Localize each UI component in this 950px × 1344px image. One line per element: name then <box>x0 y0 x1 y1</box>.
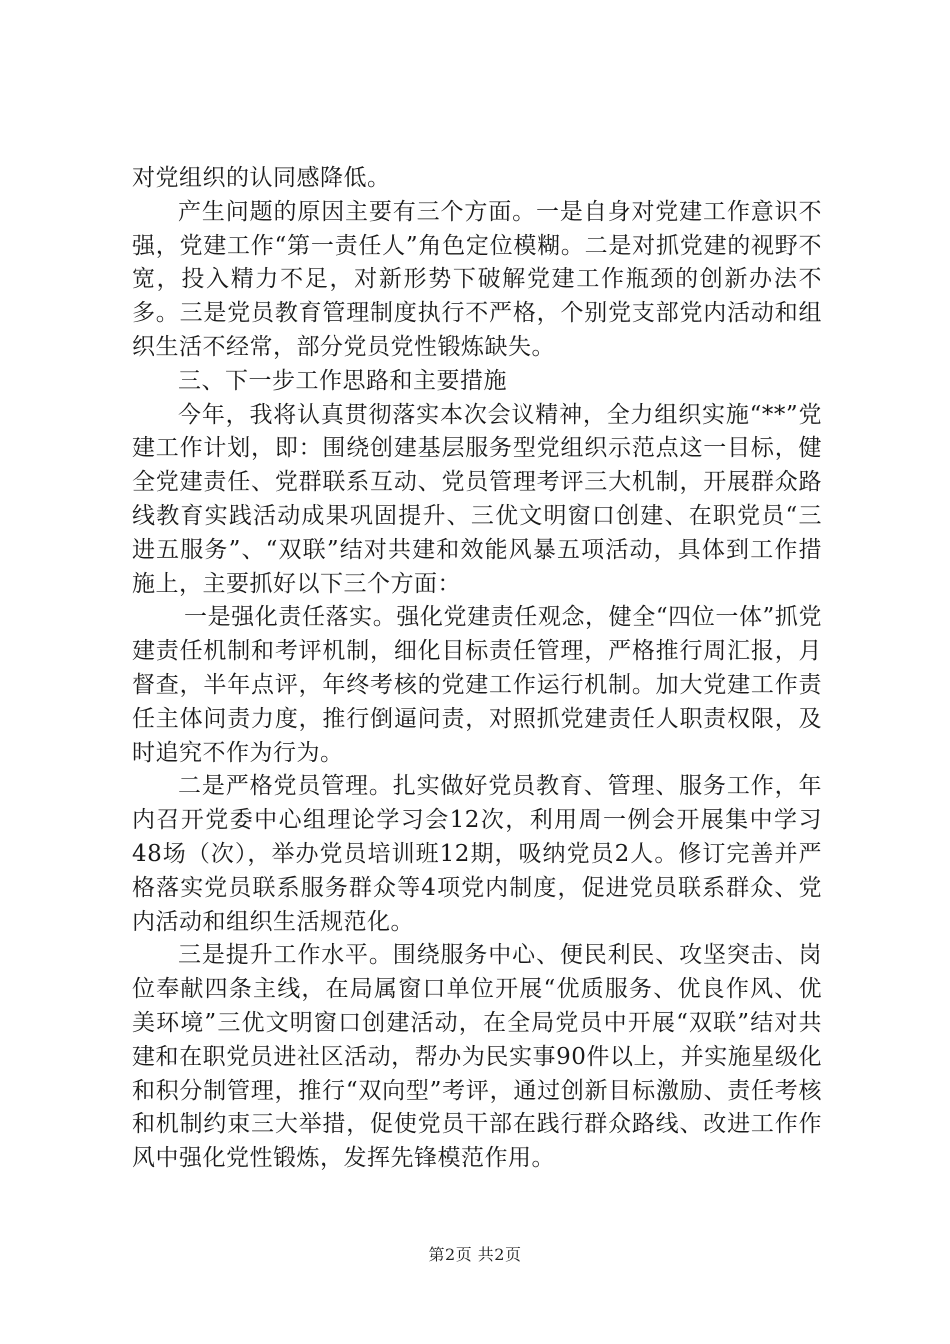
paragraph-measure-one: 一是强化责任落实。强化党建责任观念，健全“四位一体”抓党建责任机制和考评机制，细化目标责任管理，严格推行周汇报，月督查，半年点评，年终考核的党建工作运行机制。加大党建工作责任主体问责力度，推行倒逼问责，对照抓党建责任人职责权限，及时追究不作为行为。 <box>132 604 822 766</box>
paragraph-plan: 今年，我将认真贯彻落实本次会议精神，全力组织实施“**”党建工作计划，即：围绕创建基层服务型党组织示范点这一目标，健全党建责任、党群联系互动、党员管理考评三大机制，开展群众路线教育实践活动成果巩固提升、三优文明窗口创建、在职党员“三进五服务”、“双联”结对共建和效能风暴五项活动，具体到工作措施上，主要抓好以下三个方面： <box>132 401 822 597</box>
page-number-footer: 第2页 共2页 <box>428 1245 522 1264</box>
document-body <box>132 162 822 1176</box>
paragraph-measure-three: 三是提升工作水平。围绕服务中心、便民利民、攻坚突击、岗位奉献四条主线，在局属窗口单位开展“优质服务、优良作风、优美环境”三优文明窗口创建活动，在全局党员中开展“双联”结对共建和在职党员进社区活动，帮办为民实事90件以上，并实施星级化和积分制管理，推行“双向型”考评，通过创新目标激励、责任考核和机制约束三大举措，促使党员干部在践行群众路线、改进工作作风中强化党性锻炼，发挥先锋模范作用。 <box>132 942 822 1172</box>
paragraph-measure-two: 二是严格党员管理。扎实做好党员教育、管理、服务工作，年内召开党委中心组理论学习会12次，利用周一例会开展集中学习48场（次），举办党员培训班12期，吸纳党员2人。修订完善并严格落实党员联系服务群众等4项党内制度，促进党员联系群众、党内活动和组织生活规范化。 <box>132 773 822 935</box>
section-heading: 三、下一步工作思路和主要措施 <box>178 367 507 394</box>
paragraph-causes: 产生问题的原因主要有三个方面。一是自身对党建工作意识不强，党建工作“第一责任人”角色定位模糊。二是对抓党建的视野不宽，投入精力不足，对新形势下破解党建工作瓶颈的创新办法不多。三是党员教育管理制度执行不严格，个别党支部党内活动和组织生活不经常，部分党员党性锻炼缺失。 <box>132 198 822 360</box>
paragraph-continuation: 对党组织的认同感降低。 <box>132 165 391 191</box>
